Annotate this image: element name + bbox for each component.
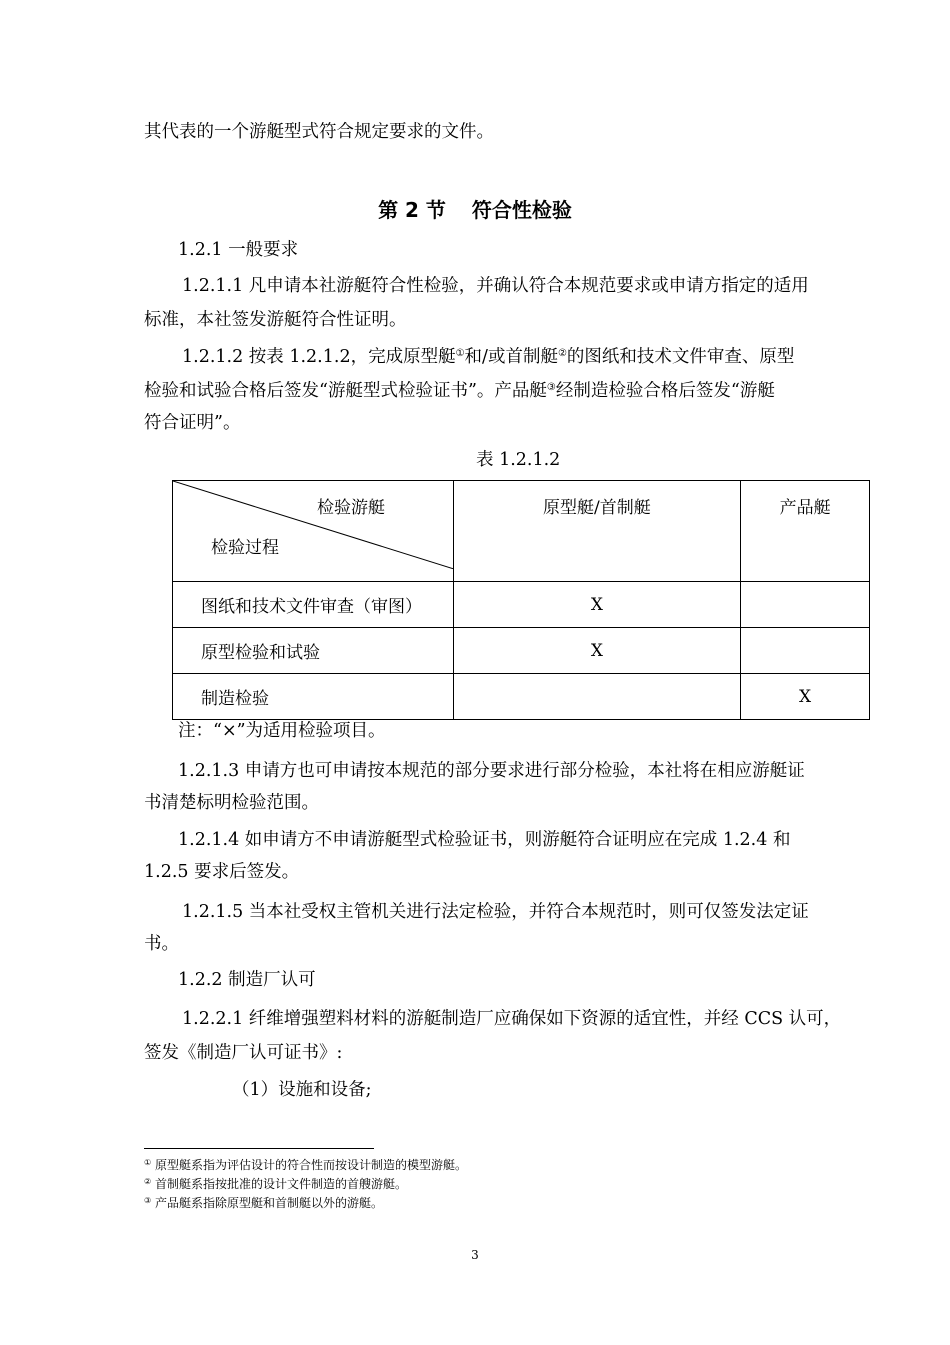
row-label: 原型检验和试验	[173, 628, 454, 674]
clause-1-2-1-1-line1: 1.2.1.1 凡申请本社游艇符合性检验，并确认符合本规范要求或申请方指定的适用	[182, 276, 809, 296]
clause-1-2-1-3-line1: 1.2.1.3 申请方也可申请按本规范的部分要求进行部分检验，本社将在相应游艇证	[178, 761, 805, 781]
table-note: 注：“×”为适用检验项目。	[178, 721, 386, 741]
section-number: 第 2 节	[378, 198, 446, 222]
table-caption: 表 1.2.1.2	[476, 450, 561, 470]
footnote-mark: ②	[144, 1177, 152, 1186]
text-run: 经制造检验合格后签发“游艇	[555, 381, 775, 401]
header-col-prototype: 原型艇/首制艇	[453, 481, 741, 582]
footnote-2	[144, 1175, 407, 1193]
clause-1-2-1-2-line1	[182, 340, 794, 374]
clause-1-2-1-5-line1: 1.2.1.5 当本社受权主管机关进行法定检验，并符合本规范时，则可仅签发法定证	[182, 902, 809, 922]
clause-1-2-1-4-line1: 1.2.1.4 如申请方不申请游艇型式检验证书，则游艇符合证明应在完成 1.2.4 和	[178, 830, 791, 850]
row-label: 制造检验	[173, 674, 454, 720]
row-mark-product: X	[741, 674, 870, 720]
clause-1-2-1-5-line2: 书。	[144, 934, 179, 954]
row-mark-product	[741, 582, 870, 628]
paragraph-continuation: 其代表的一个游艇型式符合规定要求的文件。	[144, 122, 494, 142]
footnote-ref-2: ②	[557, 348, 567, 359]
clause-1-2-1-3-line2: 书清楚标明检验范围。	[144, 793, 319, 813]
header-diag-top: 检验游艇	[317, 498, 385, 518]
row-mark-prototype: X	[453, 582, 741, 628]
clause-1-2-1-heading: 1.2.1 一般要求	[178, 240, 299, 260]
footnote-text: 产品艇系指除原型艇和首制艇以外的游艇。	[155, 1196, 384, 1210]
clause-1-2-1-1-line2: 标准，本社签发游艇符合性证明。	[144, 310, 407, 330]
inspection-table	[172, 480, 870, 720]
header-diag-bottom: 检验过程	[211, 538, 279, 558]
footnote-text: 首制艇系指按批准的设计文件制造的首艘游艇。	[155, 1177, 408, 1191]
list-item: （1）设施和设备;	[232, 1080, 372, 1100]
footnote-mark: ①	[144, 1158, 152, 1167]
row-mark-prototype: X	[453, 628, 741, 674]
footnote-ref-1: ①	[455, 348, 465, 359]
table-row	[173, 674, 870, 720]
clause-1-2-2-1-line1: 1.2.2.1 纤维增强塑料材料的游艇制造厂应确保如下资源的适宜性，并经 CCS 认可，	[182, 1009, 842, 1029]
clause-1-2-2-1-line2: 签发《制造厂认可证书》:	[144, 1043, 343, 1063]
page-number: 3	[471, 1248, 479, 1262]
clause-1-2-1-2-line2	[144, 374, 775, 408]
footnote-mark: ③	[144, 1196, 152, 1205]
footnote-text: 原型艇系指为评估设计的符合性而按设计制造的模型游艇。	[155, 1158, 468, 1172]
row-mark-prototype	[453, 674, 741, 720]
text-run: 检验和试验合格后签发“游艇型式检验证书”。产品艇	[144, 381, 547, 401]
header-col-product: 产品艇	[741, 481, 870, 582]
table-header-row	[173, 481, 870, 582]
section-heading	[0, 194, 950, 223]
clause-1-2-1-4-line2: 1.2.5 要求后签发。	[144, 862, 300, 882]
footnote-1	[144, 1156, 467, 1174]
clause-1-2-2-heading: 1.2.2 制造厂认可	[178, 970, 316, 990]
row-mark-product	[741, 628, 870, 674]
text-run: 1.2.1.2 按表 1.2.1.2，完成原型艇	[182, 347, 456, 367]
row-label: 图纸和技术文件审查（审图）	[173, 582, 454, 628]
text-run: 和/或首制艇	[464, 347, 558, 367]
clause-1-2-1-2-line3: 符合证明”。	[144, 413, 241, 433]
diagonal-header-cell	[173, 481, 454, 582]
table-row	[173, 628, 870, 674]
table-row	[173, 582, 870, 628]
footnote-ref-3: ③	[546, 382, 556, 393]
footnote-3	[144, 1194, 383, 1212]
text-run: 的图纸和技术文件审查、原型	[566, 347, 795, 367]
section-title: 符合性检验	[471, 198, 572, 222]
footnote-separator	[144, 1148, 374, 1149]
